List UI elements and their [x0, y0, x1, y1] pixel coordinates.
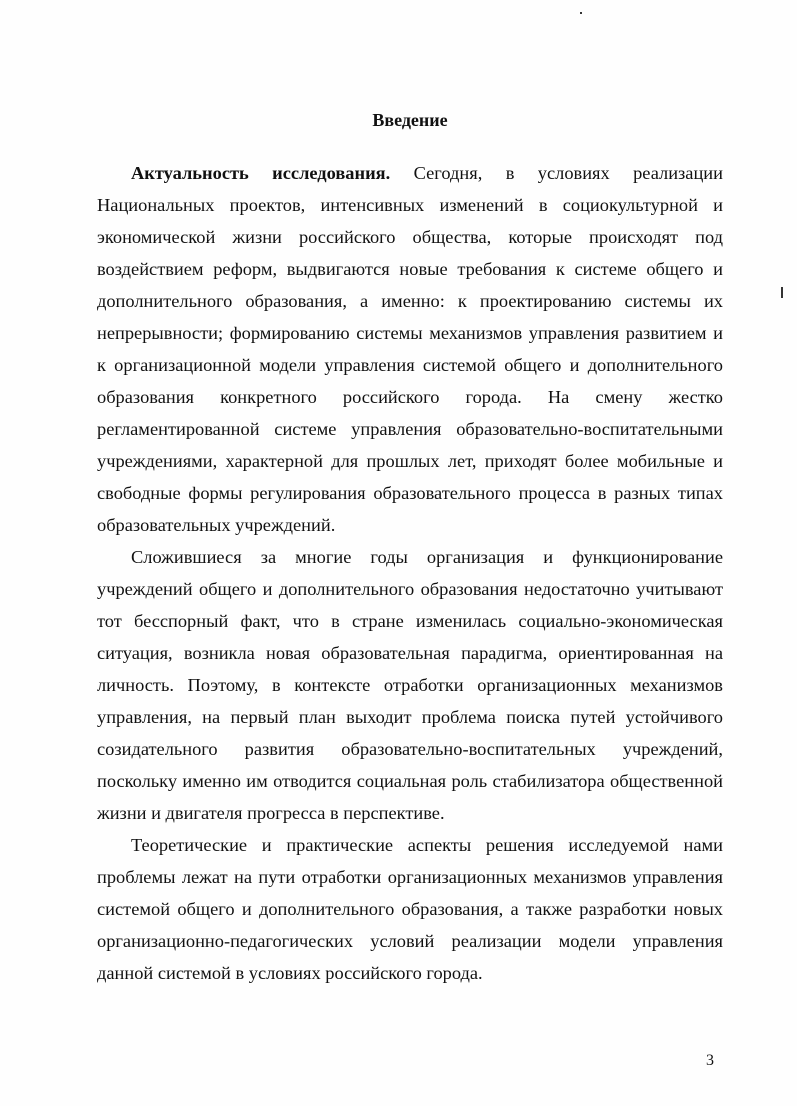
section-title: Введение — [372, 110, 448, 131]
paragraph-context — [97, 541, 723, 829]
paragraph-text: Сегодня, в условиях реализации Национальных проектов, интенсивных изменений в социокультурной и экономической жизни российского общества, которые происходят под воздействием реформ, выдвигаются новые требования к системе общего и дополнительного образования, а именно: к проектированию системы их непрерывности; формированию системы механизмов управления развитием и к организационной модели управления системой общего и дополнительного образования конкретного российского города. На смену жестко регламентированной системе управления образовательно-воспитательными учреждениями, характерной для прошлых лет, приходят более мобильные и свободные формы регулирования образовательного процесса в разных типах образовательных учреждений. — [97, 163, 723, 535]
paragraph-lead: Актуальность исследования. — [131, 163, 391, 183]
body-text — [97, 157, 723, 989]
paragraph-aspects — [97, 829, 723, 989]
scan-artifact-mark — [580, 12, 582, 14]
paragraph-text: Теоретические и практические аспекты решения исследуемой нами проблемы лежат на пути отработки организационных механизмов управления системой общего и дополнительного образования, а также разработки новых организационно-педагогических условий реализации модели управления данной системой в условиях российского города. — [97, 835, 723, 983]
paragraph-relevance — [97, 157, 723, 541]
page-number: 3 — [706, 1052, 714, 1069]
scan-artifact-mark — [781, 287, 783, 298]
paragraph-text: Сложившиеся за многие годы организация и функционирование учреждений общего и дополнительного образования недостаточно учитывают тот бесспорный факт, что в стране изменилась социально-экономическая ситуация, возникла новая образовательная парадигма, ориентированная на личность. Поэтому, в контексте отработки организационных механизмов управления, на первый план выходит проблема поиска путей устойчивого созидательного развития образовательно-воспитательных учреждений, поскольку именно им отводится социальная роль стабилизатора общественной жизни и двигателя прогресса в перспективе. — [97, 547, 723, 823]
